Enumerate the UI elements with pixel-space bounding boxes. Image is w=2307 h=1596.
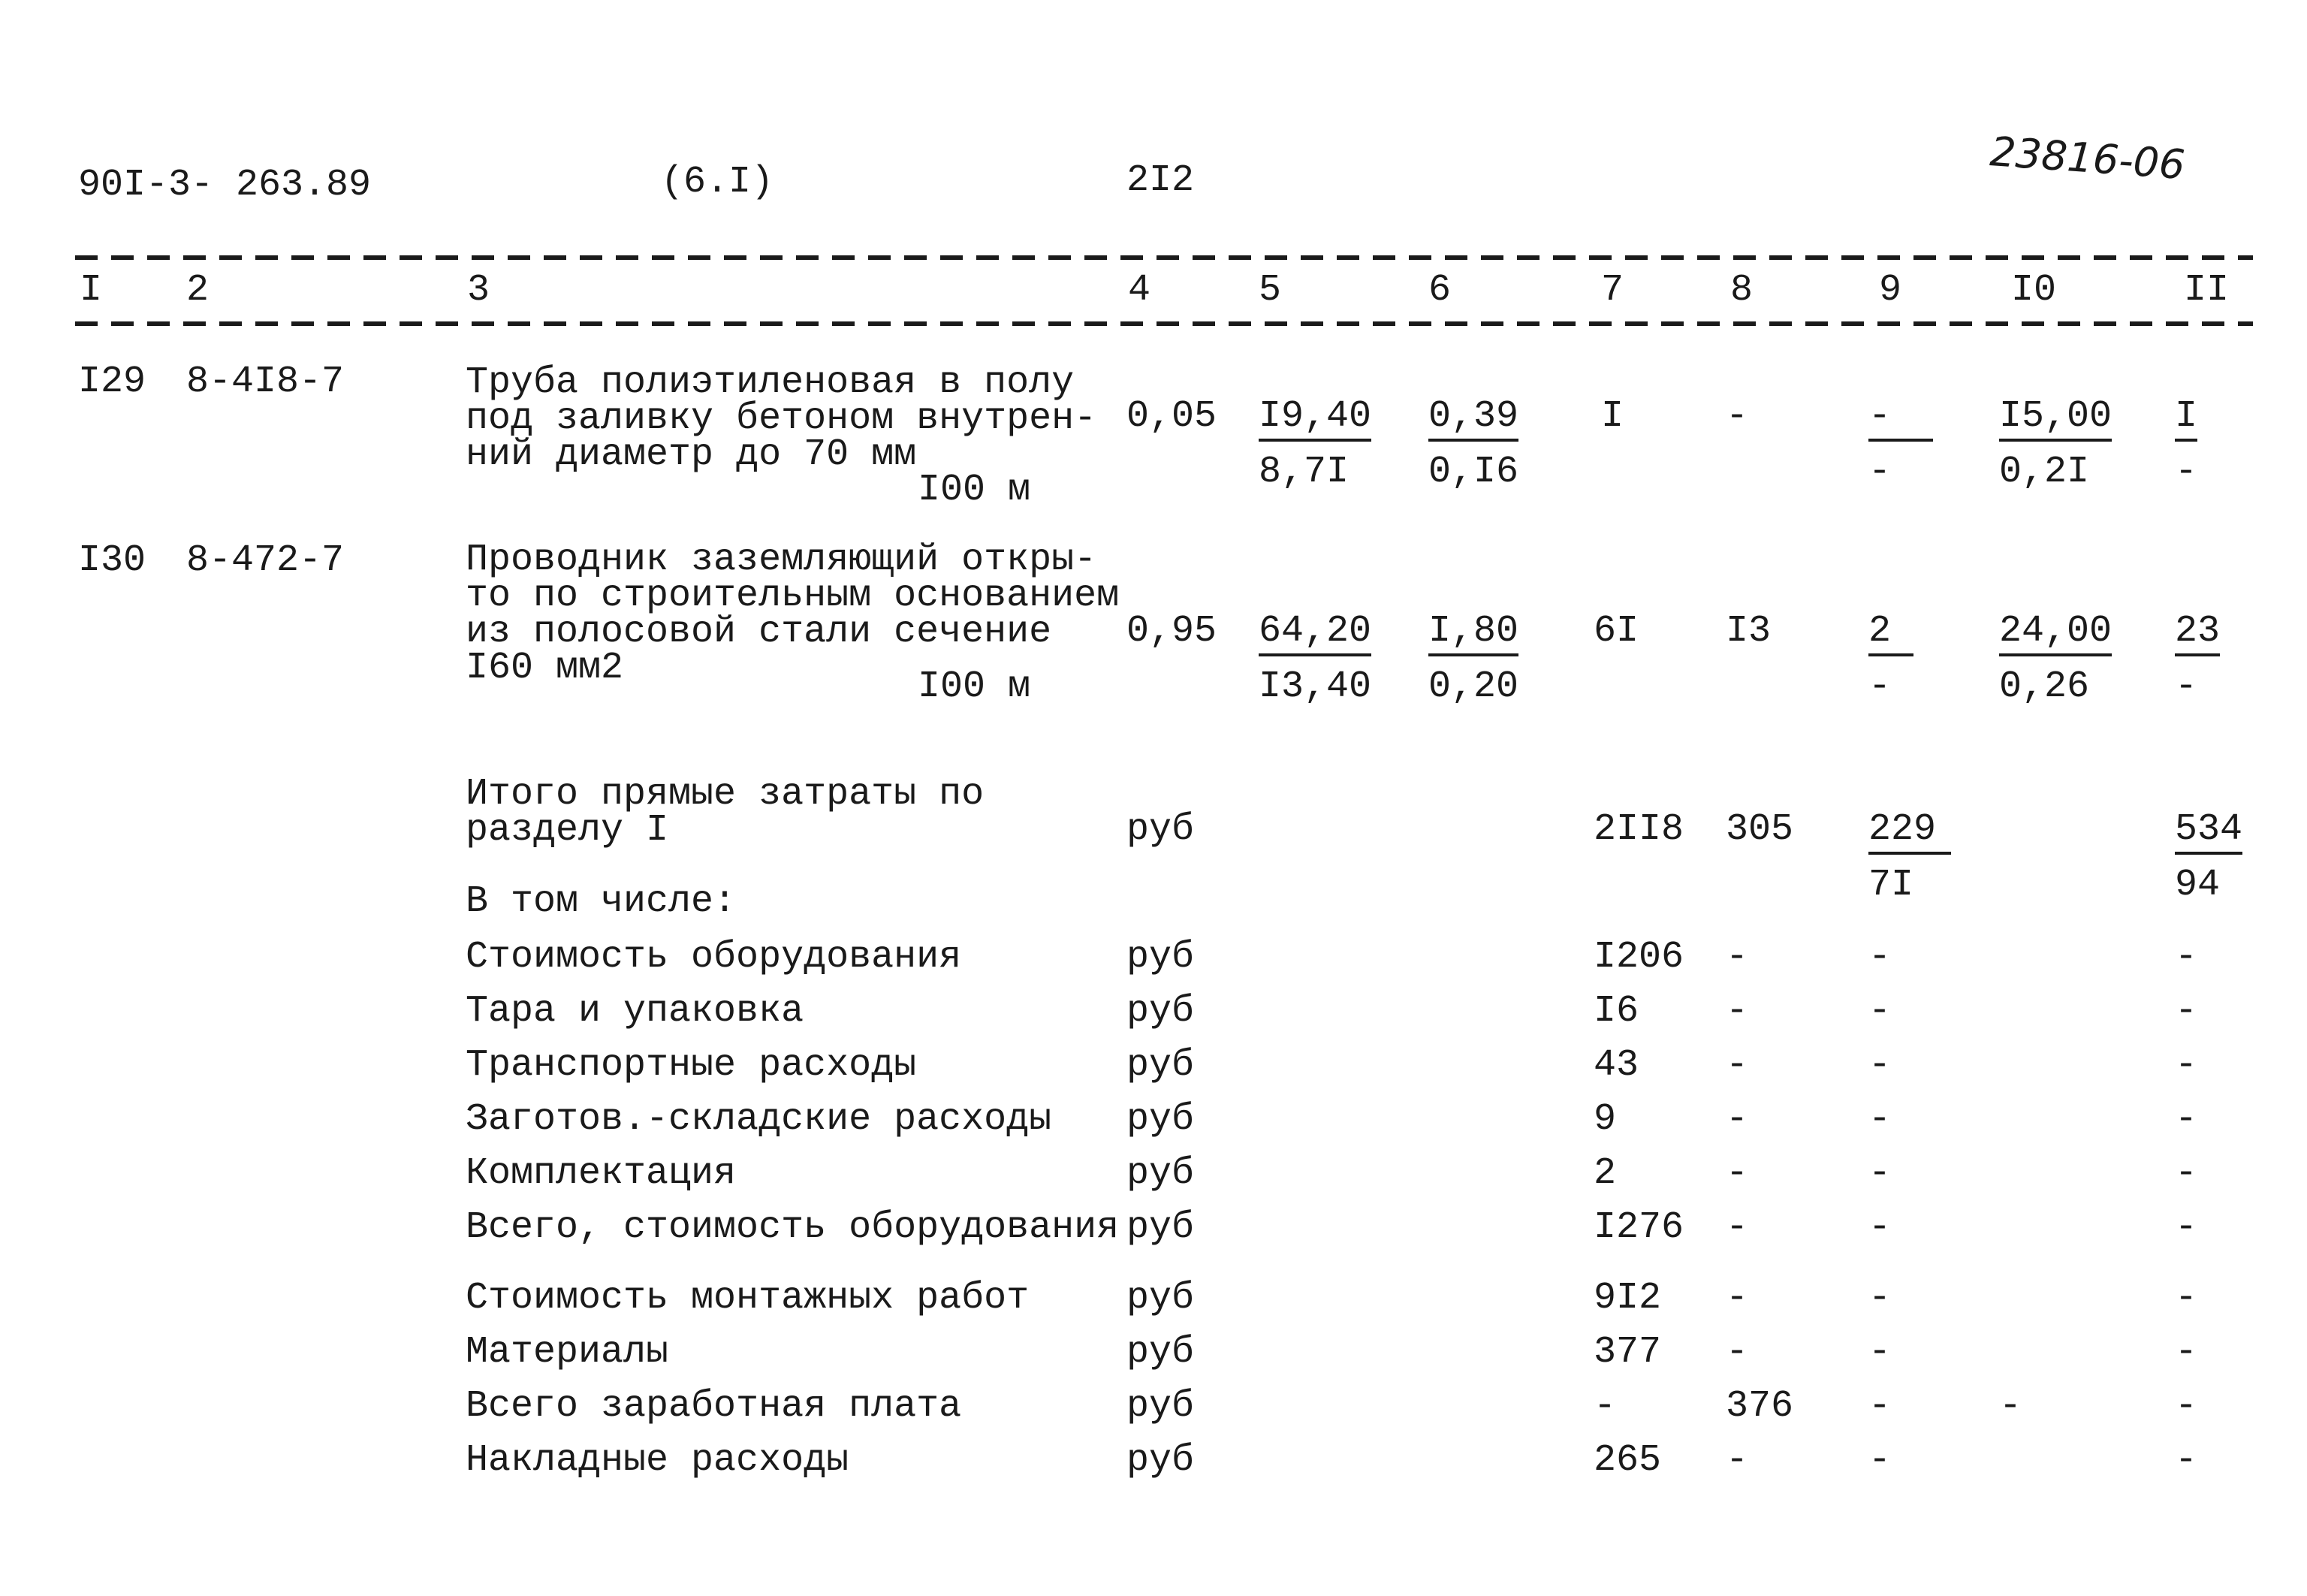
col10-bottom: 0,26 [1999, 665, 2090, 708]
row-unit: I00 м [918, 665, 1031, 708]
summary-col8: - [1726, 1277, 1749, 1320]
including-label: В том числе: [466, 880, 737, 923]
summary-col7: I276 [1594, 1206, 1684, 1249]
summary-col9: - [1868, 1044, 1892, 1087]
section-number: (6.I) [661, 161, 774, 204]
col5-top: 64,20 [1259, 613, 1371, 656]
desc-line: Проводник заземляющий откры- [466, 539, 1097, 581]
summary-col9: - [1868, 936, 1892, 979]
col-header-9: 9 [1879, 269, 1902, 312]
col-header-4: 4 [1128, 269, 1151, 312]
summary-col10: - [1999, 1385, 2022, 1428]
col5-top: I9,40 [1259, 398, 1371, 442]
col9-bottom: - [1868, 665, 1892, 708]
summary-col9: - [1868, 990, 1892, 1033]
handwritten-stamp: 23816-06 [1988, 128, 2187, 189]
col7: I [1601, 395, 1624, 438]
col9-top [1868, 610, 1913, 656]
summary-col11: - [2175, 1439, 2198, 1482]
summary-unit: руб [1126, 1385, 1195, 1428]
rate-code: 8-472-7 [186, 539, 345, 582]
summary-label: Транспортные расходы [466, 1044, 917, 1087]
col11-top: 23 [2175, 613, 2220, 656]
quantity: 0,95 [1126, 610, 1217, 653]
summary-col7: 43 [1594, 1044, 1639, 1087]
summary-unit: руб [1126, 1098, 1195, 1141]
col10-top: I5,00 [1999, 398, 2112, 442]
col-header-11: II [2184, 269, 2230, 312]
summary-col7: 377 [1594, 1331, 1662, 1374]
desc-line: Труба полиэтиленовая в полу [466, 361, 1075, 404]
summary-col8: - [1726, 1439, 1749, 1482]
summary-label: Заготов.-складские расходы [466, 1098, 1052, 1141]
summary-col11: - [2175, 1277, 2198, 1320]
rate-code: 8-4I8-7 [186, 361, 345, 403]
summary-col11: - [2175, 1098, 2198, 1141]
col10-bottom: 0,2I [1999, 451, 2090, 493]
row-number: I29 [78, 361, 146, 403]
col6-bottom: 0,I6 [1428, 451, 1519, 493]
summary-label: Комплектация [466, 1152, 737, 1195]
summary-col7: 265 [1594, 1439, 1662, 1482]
summary-unit: руб [1126, 1044, 1195, 1087]
col-header-10: I0 [2011, 269, 2057, 312]
summary-col8: - [1726, 1331, 1749, 1374]
summary-unit: руб [1126, 1206, 1195, 1249]
summary-col8: 376 [1726, 1385, 1794, 1428]
summary-unit: руб [1126, 1439, 1195, 1482]
summary-col7: 9 [1594, 1098, 1617, 1141]
col9-bottom: - [1868, 451, 1892, 493]
total-unit: руб [1126, 808, 1195, 851]
col9-top [1868, 395, 1933, 442]
col9-top-value: - [1868, 398, 1933, 442]
row-number: I30 [78, 539, 146, 582]
summary-col11: - [2175, 1152, 2198, 1195]
summary-col11: - [2175, 990, 2198, 1033]
summary-col11: - [2175, 1385, 2198, 1428]
summary-col11: - [2175, 936, 2198, 979]
total-col11-bottom: 94 [2175, 864, 2221, 907]
total-label [466, 773, 985, 852]
summary-col8: - [1726, 1152, 1749, 1195]
summary-col8: - [1726, 1098, 1749, 1141]
col9-top-value: 2 [1868, 613, 1913, 656]
summary-col9: - [1868, 1331, 1892, 1374]
summary-col7: I206 [1594, 936, 1684, 979]
summary-col8: - [1726, 990, 1749, 1033]
total-label-line: Итого прямые затраты по [466, 773, 985, 816]
col-header-8: 8 [1730, 269, 1754, 312]
col6-bottom: 0,20 [1428, 665, 1519, 708]
summary-col8: - [1726, 1044, 1749, 1087]
summary-unit: руб [1126, 1152, 1195, 1195]
summary-col9: - [1868, 1098, 1892, 1141]
total-col11-top: 534 [2175, 811, 2242, 855]
col-header-5: 5 [1259, 269, 1282, 312]
total-col9-top: 229 [1868, 811, 1951, 855]
summary-label: Накладные расходы [466, 1439, 849, 1482]
total-label-line: разделу I [466, 809, 669, 852]
summary-unit: руб [1126, 1277, 1195, 1320]
summary-col7: - [1594, 1385, 1617, 1428]
col10-top: 24,00 [1999, 613, 2112, 656]
summary-col8: - [1726, 1206, 1749, 1249]
col-header-2: 2 [186, 269, 210, 312]
summary-label: Всего заработная плата [466, 1385, 962, 1428]
col11-top: I [2175, 398, 2197, 442]
summary-col7: I6 [1594, 990, 1639, 1033]
row-description [466, 361, 1097, 476]
header-top-rule [75, 255, 2253, 260]
summary-label: Стоимость оборудования [466, 936, 962, 979]
summary-col7: 2 [1594, 1152, 1617, 1195]
summary-col11: - [2175, 1331, 2198, 1374]
summary-col7: 9I2 [1594, 1277, 1662, 1320]
total-col7: 2II8 [1594, 808, 1684, 851]
desc-line: из полосовой стали сечение [466, 611, 1052, 653]
summary-unit: руб [1126, 936, 1195, 979]
col-header-7: 7 [1601, 269, 1624, 312]
desc-line: ний диаметр до 70 мм [466, 433, 917, 476]
summary-label: Материалы [466, 1331, 669, 1374]
col-header-3: 3 [467, 269, 490, 312]
summary-label: Стоимость монтажных работ [466, 1277, 1030, 1320]
total-col9-bottom: 7I [1868, 864, 1914, 907]
desc-line: то по строительным основанием [466, 575, 1120, 617]
page-number: 2I2 [1126, 159, 1195, 202]
desc-line: под заливку бетоном внутрен- [466, 397, 1097, 440]
summary-col9: - [1868, 1439, 1892, 1482]
summary-unit: руб [1126, 1331, 1195, 1374]
col11-bottom: - [2175, 451, 2198, 493]
summary-col9: - [1868, 1152, 1892, 1195]
summary-col9: - [1868, 1277, 1892, 1320]
col5-bottom: I3,40 [1259, 665, 1372, 708]
desc-line: I60 мм2 [466, 647, 624, 689]
summary-col11: - [2175, 1044, 2198, 1087]
total-col8: 305 [1726, 808, 1794, 851]
summary-col9: - [1868, 1385, 1892, 1428]
col6-top: I,80 [1428, 613, 1518, 656]
col-header-1: I [80, 269, 103, 312]
summary-col8: - [1726, 936, 1749, 979]
quantity: 0,05 [1126, 395, 1217, 438]
summary-unit: руб [1126, 990, 1195, 1033]
header-bottom-rule [75, 321, 2253, 326]
document-number: 90I-3- 263.89 [78, 164, 372, 207]
col5-bottom: 8,7I [1259, 451, 1350, 493]
col6-top: 0,39 [1428, 398, 1518, 442]
col7: 6I [1594, 610, 1639, 653]
summary-col11: - [2175, 1206, 2198, 1249]
col8: - [1726, 395, 1749, 438]
summary-label: Всего, стоимость оборудования [466, 1206, 1120, 1249]
summary-col9: - [1868, 1206, 1892, 1249]
row-unit: I00 м [918, 469, 1031, 511]
summary-label: Тара и упаковка [466, 990, 804, 1033]
col8: I3 [1726, 610, 1772, 653]
col11-bottom: - [2175, 665, 2198, 708]
col-header-6: 6 [1428, 269, 1452, 312]
